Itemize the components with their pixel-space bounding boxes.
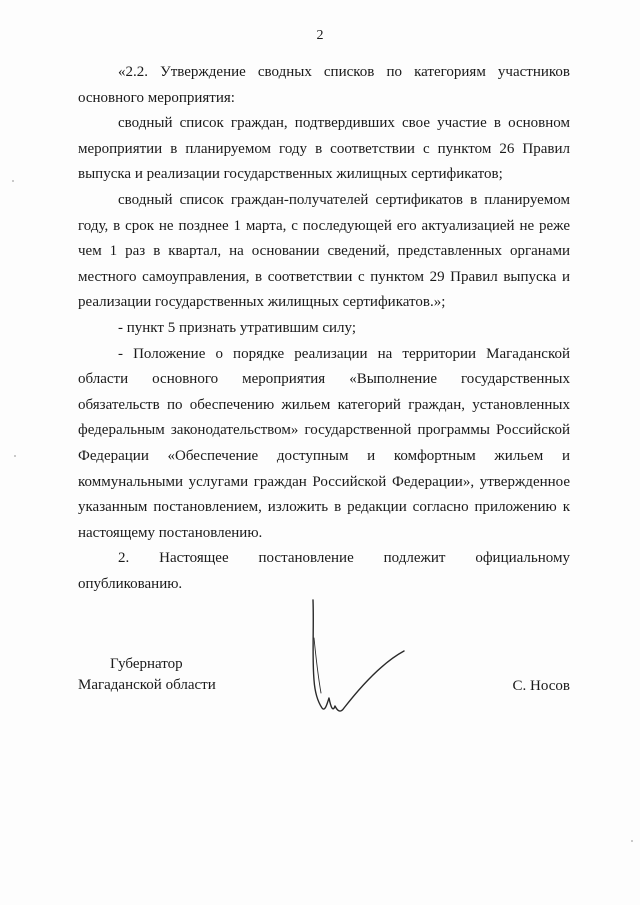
paragraph-publication: 2. Настоящее постановление подлежит официальному опубликованию. — [78, 550, 570, 592]
document-body — [78, 60, 570, 597]
paragraph-regulation-amendment: - Положение о порядке реализации на территории Магаданской области основного мероприятия «Выполнение государственных обязательств по обеспечению жильем категорий граждан, установленных федеральным законодательством» государственной программы Российской Федерации «Обеспечение доступным и комфортным жильем и коммунальными услугами граждан Российской Федерации», утвержденное указанным постановлением, изложить в редакции согласно приложению к настоящему постановлению. — [78, 345, 570, 541]
scan-artifact — [12, 180, 14, 182]
paragraph-2-2-heading: «2.2. Утверждение сводных списков по категориям участников основного мероприятия: — [78, 64, 570, 106]
signatory-title — [78, 654, 278, 696]
scan-artifact — [631, 840, 633, 842]
signatory-name: С. Носов — [512, 678, 570, 694]
scan-artifact — [14, 455, 16, 457]
paragraph-item-5-repealed: - пункт 5 признать утратившим силу; — [118, 319, 357, 336]
paragraph-recipients-list: сводный список граждан-получателей сертификатов в планируемом году, в срок не позднее 1 марта, с последующей его актуализацией не реже чем 1 раз в квартал, на основании сведений, представленных органами местного самоуправления, в соответствии с пунктом 29 Правил выпуска и реализации государственных жилищных сертификатов.»; — [78, 191, 570, 311]
handwritten-signature — [300, 598, 415, 720]
signatory-position: Губернатор — [110, 656, 183, 672]
paragraph-confirmed-list: сводный список граждан, подтвердивших свое участие в основном мероприятии в планируемом году в соответствии с пунктом 26 Правил выпуска и реализации государственных жилищных сертификатов; — [78, 115, 570, 183]
page-number: 2 — [316, 28, 324, 43]
signatory-region: Магаданской области — [78, 677, 216, 693]
